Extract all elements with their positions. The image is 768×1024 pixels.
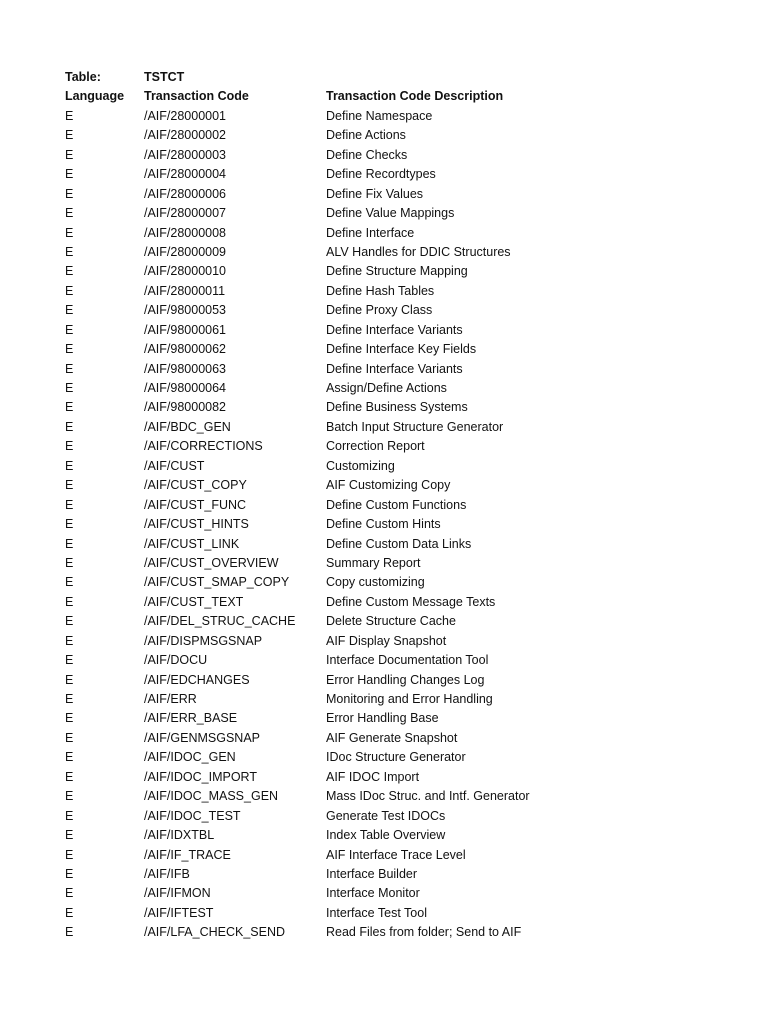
transaction-code-cell: /AIF/98000053 xyxy=(144,303,227,318)
column-header-transaction-code: Transaction Code xyxy=(144,89,249,104)
transaction-code-cell: /AIF/ERR xyxy=(144,692,197,706)
description-cell: Interface Monitor xyxy=(326,886,420,901)
table-row xyxy=(0,146,768,165)
transaction-code-cell: /AIF/IDOC_GEN xyxy=(144,750,236,765)
column-header-language: Language xyxy=(65,89,125,104)
description-cell: Assign/Define Actions xyxy=(326,381,447,395)
table-row xyxy=(0,360,768,379)
language-cell: E xyxy=(65,478,74,493)
transaction-code-cell: /AIF/28000003 xyxy=(144,147,227,162)
transaction-code-cell: /AIF/IDOC_TEST xyxy=(144,808,241,823)
transaction-code-cell: /AIF/DOCU xyxy=(144,653,208,668)
language-cell: E xyxy=(65,167,74,182)
language-cell: E xyxy=(65,730,74,745)
language-cell: E xyxy=(65,789,74,804)
table-row xyxy=(0,768,768,787)
description-cell: Define Interface xyxy=(326,225,415,240)
language-cell: E xyxy=(65,147,74,162)
transaction-code-cell: /AIF/CUST_SMAP_COPY xyxy=(144,575,290,590)
description-cell: Interface Test Tool xyxy=(326,905,427,920)
language-cell: E xyxy=(65,128,74,143)
transaction-code-cell: /AIF/28000010 xyxy=(144,264,227,279)
table-row xyxy=(0,846,768,865)
table-row xyxy=(0,224,768,243)
transaction-code-cell: /AIF/IDXTBL xyxy=(144,828,215,843)
description-cell: Define Interface Key Fields xyxy=(326,342,477,357)
description-cell: Error Handling Base xyxy=(326,711,439,726)
column-header-row xyxy=(0,87,768,106)
language-cell: E xyxy=(65,342,74,357)
description-cell: ALV Handles for DDIC Structures xyxy=(326,244,511,259)
language-cell: E xyxy=(65,419,74,434)
description-cell: Define Custom Hints xyxy=(326,517,441,532)
language-cell: E xyxy=(65,361,74,376)
table-row xyxy=(0,535,768,554)
description-cell: Copy customizing xyxy=(326,575,425,590)
table-row xyxy=(0,787,768,806)
transaction-code-cell: /AIF/98000064 xyxy=(144,381,227,395)
language-cell: E xyxy=(65,769,74,784)
table-row xyxy=(0,243,768,262)
table-row xyxy=(0,807,768,826)
table-row xyxy=(0,671,768,690)
description-cell: Error Handling Changes Log xyxy=(326,672,485,687)
transaction-code-cell: /AIF/28000004 xyxy=(144,167,227,182)
transaction-code-cell: /AIF/IFMON xyxy=(144,886,211,901)
table-row xyxy=(0,515,768,534)
description-cell: Define Fix Values xyxy=(326,186,424,201)
table-name: TSTCT xyxy=(144,70,185,84)
language-cell: E xyxy=(65,555,74,570)
transaction-code-cell: /AIF/28000011 xyxy=(144,283,226,298)
transaction-code-cell: /AIF/28000009 xyxy=(144,244,227,259)
description-cell: Interface Documentation Tool xyxy=(326,653,489,668)
language-cell: E xyxy=(65,303,74,318)
transaction-code-cell: /AIF/GENMSGSNAP xyxy=(144,730,260,745)
table-row xyxy=(0,904,768,923)
description-cell: AIF Interface Trace Level xyxy=(326,847,466,862)
table-row xyxy=(0,690,768,709)
table-row xyxy=(0,321,768,340)
transaction-code-cell: /AIF/CUST_FUNC xyxy=(144,497,247,512)
table-row xyxy=(0,593,768,612)
description-cell: Define Namespace xyxy=(326,108,433,123)
language-cell: E xyxy=(65,750,74,765)
language-cell: E xyxy=(65,244,74,259)
language-cell: E xyxy=(65,633,74,648)
language-cell: E xyxy=(65,225,74,240)
table-body xyxy=(0,107,768,943)
language-cell: E xyxy=(65,108,74,123)
description-cell: Index Table Overview xyxy=(326,828,446,843)
transaction-code-cell: /AIF/BDC_GEN xyxy=(144,419,231,434)
language-cell: E xyxy=(65,808,74,823)
table-row xyxy=(0,437,768,456)
description-cell: Define Hash Tables xyxy=(326,283,435,298)
language-cell: E xyxy=(65,672,74,687)
language-cell: E xyxy=(65,322,74,337)
transaction-code-cell: /AIF/98000061 xyxy=(144,322,227,337)
table-row xyxy=(0,632,768,651)
description-cell: Batch Input Structure Generator xyxy=(326,419,504,434)
language-cell: E xyxy=(65,536,74,551)
description-cell: Define Interface Variants xyxy=(326,361,463,376)
transaction-code-cell: /AIF/28000006 xyxy=(144,186,227,201)
table-row xyxy=(0,651,768,670)
language-cell: E xyxy=(65,711,74,726)
table-row xyxy=(0,865,768,884)
table-row xyxy=(0,126,768,145)
table-row xyxy=(0,418,768,437)
table-row xyxy=(0,301,768,320)
transaction-code-cell: /AIF/IDOC_IMPORT xyxy=(144,769,257,784)
transaction-code-cell: /AIF/CUST_LINK xyxy=(144,536,240,551)
description-cell: Define Checks xyxy=(326,147,408,162)
transaction-code-cell: /AIF/28000007 xyxy=(144,206,227,221)
transaction-code-cell: /AIF/CORRECTIONS xyxy=(144,439,263,454)
language-cell: E xyxy=(65,594,74,609)
table-row xyxy=(0,826,768,845)
description-cell: Define Recordtypes xyxy=(326,167,436,182)
description-cell: Define Structure Mapping xyxy=(326,264,468,279)
transaction-code-cell: /AIF/98000063 xyxy=(144,361,227,376)
description-cell: AIF IDOC Import xyxy=(326,769,420,784)
description-cell: Read Files from folder; Send to AIF xyxy=(326,925,522,940)
language-cell: E xyxy=(65,614,74,629)
description-cell: Correction Report xyxy=(326,439,425,454)
transaction-code-cell: /AIF/CUST_HINTS xyxy=(144,517,249,532)
language-cell: E xyxy=(65,828,74,843)
language-cell: E xyxy=(65,653,74,668)
description-cell: AIF Customizing Copy xyxy=(326,478,451,493)
description-cell: AIF Generate Snapshot xyxy=(326,730,458,745)
description-cell: Define Proxy Class xyxy=(326,303,433,318)
language-cell: E xyxy=(65,439,74,454)
language-cell: E xyxy=(65,400,74,415)
language-cell: E xyxy=(65,692,74,706)
transaction-code-cell: /AIF/IDOC_MASS_GEN xyxy=(144,789,279,804)
description-cell: IDoc Structure Generator xyxy=(326,750,466,765)
transaction-code-cell: /AIF/CUST_OVERVIEW xyxy=(144,555,279,570)
transaction-code-cell: /AIF/IF_TRACE xyxy=(144,847,231,862)
transaction-code-cell: /AIF/98000062 xyxy=(144,342,227,357)
table-row xyxy=(0,457,768,476)
language-cell: E xyxy=(65,186,74,201)
transaction-code-cell: /AIF/EDCHANGES xyxy=(144,672,250,687)
language-cell: E xyxy=(65,866,74,881)
table-row xyxy=(0,884,768,903)
description-cell: Monitoring and Error Handling xyxy=(326,692,493,706)
table-row xyxy=(0,379,768,398)
language-cell: E xyxy=(65,264,74,279)
table-row xyxy=(0,262,768,281)
table-row xyxy=(0,612,768,631)
language-cell: E xyxy=(65,381,74,395)
description-cell: Interface Builder xyxy=(326,866,418,881)
table-row xyxy=(0,923,768,942)
description-cell: Delete Structure Cache xyxy=(326,614,456,629)
description-cell: Summary Report xyxy=(326,555,421,570)
transaction-code-cell: /AIF/CUST_TEXT xyxy=(144,594,244,609)
table-row xyxy=(0,340,768,359)
language-cell: E xyxy=(65,847,74,862)
description-cell: Define Custom Data Links xyxy=(326,536,472,551)
transaction-code-table xyxy=(0,68,768,943)
column-header-description: Transaction Code Description xyxy=(326,89,504,104)
description-cell: Define Custom Message Texts xyxy=(326,594,496,609)
language-cell: E xyxy=(65,886,74,901)
description-cell: Mass IDoc Struc. and Intf. Generator xyxy=(326,789,530,804)
description-cell: Customizing xyxy=(326,458,395,473)
language-cell: E xyxy=(65,575,74,590)
table-row xyxy=(0,496,768,515)
transaction-code-cell: /AIF/CUST xyxy=(144,458,205,473)
description-cell: Define Value Mappings xyxy=(326,206,455,221)
table-label: Table: xyxy=(65,70,101,84)
table-row xyxy=(0,107,768,126)
transaction-code-cell: /AIF/DEL_STRUC_CACHE xyxy=(144,614,296,629)
language-cell: E xyxy=(65,283,74,298)
table-row xyxy=(0,165,768,184)
table-row xyxy=(0,709,768,728)
language-cell: E xyxy=(65,497,74,512)
table-row xyxy=(0,476,768,495)
table-row xyxy=(0,729,768,748)
transaction-code-cell: /AIF/IFB xyxy=(144,866,190,881)
transaction-code-cell: /AIF/98000082 xyxy=(144,400,227,415)
transaction-code-cell: /AIF/28000001 xyxy=(144,108,227,123)
language-cell: E xyxy=(65,458,74,473)
transaction-code-cell: /AIF/CUST_COPY xyxy=(144,478,247,493)
transaction-code-cell: /AIF/IFTEST xyxy=(144,905,214,920)
language-cell: E xyxy=(65,905,74,920)
description-cell: Define Business Systems xyxy=(326,400,468,415)
transaction-code-cell: /AIF/LFA_CHECK_SEND xyxy=(144,925,286,940)
description-cell: Define Custom Functions xyxy=(326,497,467,512)
table-row xyxy=(0,573,768,592)
description-cell: Define Actions xyxy=(326,128,406,143)
table-row xyxy=(0,204,768,223)
transaction-code-cell: /AIF/28000002 xyxy=(144,128,227,143)
table-row xyxy=(0,185,768,204)
transaction-code-cell: /AIF/ERR_BASE xyxy=(144,711,238,726)
language-cell: E xyxy=(65,925,74,940)
description-cell: Generate Test IDOCs xyxy=(326,808,446,823)
language-cell: E xyxy=(65,517,74,532)
description-cell: AIF Display Snapshot xyxy=(326,633,447,648)
table-row xyxy=(0,554,768,573)
table-row xyxy=(0,282,768,301)
table-name-row xyxy=(0,68,768,87)
transaction-code-cell: /AIF/DISPMSGSNAP xyxy=(144,633,263,648)
table-row xyxy=(0,398,768,417)
language-cell: E xyxy=(65,206,74,221)
table-row xyxy=(0,748,768,767)
transaction-code-cell: /AIF/28000008 xyxy=(144,225,227,240)
description-cell: Define Interface Variants xyxy=(326,322,463,337)
